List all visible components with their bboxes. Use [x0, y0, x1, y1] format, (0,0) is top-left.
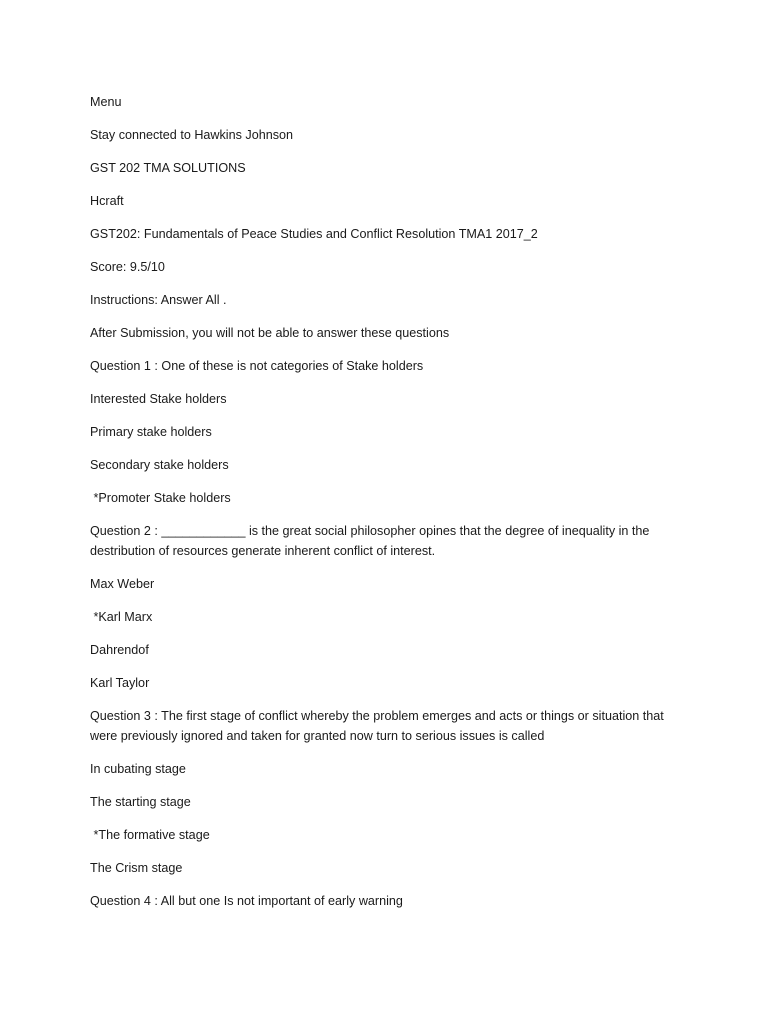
question-4: Question 4 : All but one Is not important of early warning [90, 894, 403, 908]
course-title: GST202: Fundamentals of Peace Studies and Conflict Resolution TMA1 2017_2 [90, 227, 538, 241]
question-2-option-a: Max Weber [90, 577, 155, 591]
menu-text: Menu [90, 95, 122, 109]
score-text: Score: 9.5/10 [90, 260, 165, 274]
question-3: Question 3 : The first stage of conflict whereby the problem emerges and acts or things or situation that were previously ignored and taken for granted now turn to serious issues is called [90, 709, 668, 743]
question-1: Question 1 : One of these is not categories of Stake holders [90, 359, 424, 373]
question-1-option-a: Interested Stake holders [90, 392, 227, 406]
document-body [90, 92, 690, 911]
document-heading: GST 202 TMA SOLUTIONS [90, 161, 246, 175]
question-1-answer: *Promoter Stake holders [90, 491, 231, 505]
question-3-answer: *The formative stage [90, 828, 210, 842]
question-3-option-b: The starting stage [90, 795, 191, 809]
stay-connected-text: Stay connected to Hawkins Johnson [90, 128, 294, 142]
question-2-answer: *Karl Marx [90, 610, 153, 624]
submission-note: After Submission, you will not be able to answer these questions [90, 326, 450, 340]
question-3-option-d: The Crism stage [90, 861, 183, 875]
question-2: Question 2 : ____________ is the great social philosopher opines that the degree of inequality in the destribution of resources generate inherent conflict of interest. [90, 524, 653, 558]
question-2-option-d: Karl Taylor [90, 676, 150, 690]
question-3-option-a: In cubating stage [90, 762, 186, 776]
question-1-option-b: Primary stake holders [90, 425, 212, 439]
author-text: Hcraft [90, 194, 124, 208]
instructions-text: Instructions: Answer All . [90, 293, 227, 307]
question-1-option-c: Secondary stake holders [90, 458, 229, 472]
question-2-option-c: Dahrendof [90, 643, 149, 657]
